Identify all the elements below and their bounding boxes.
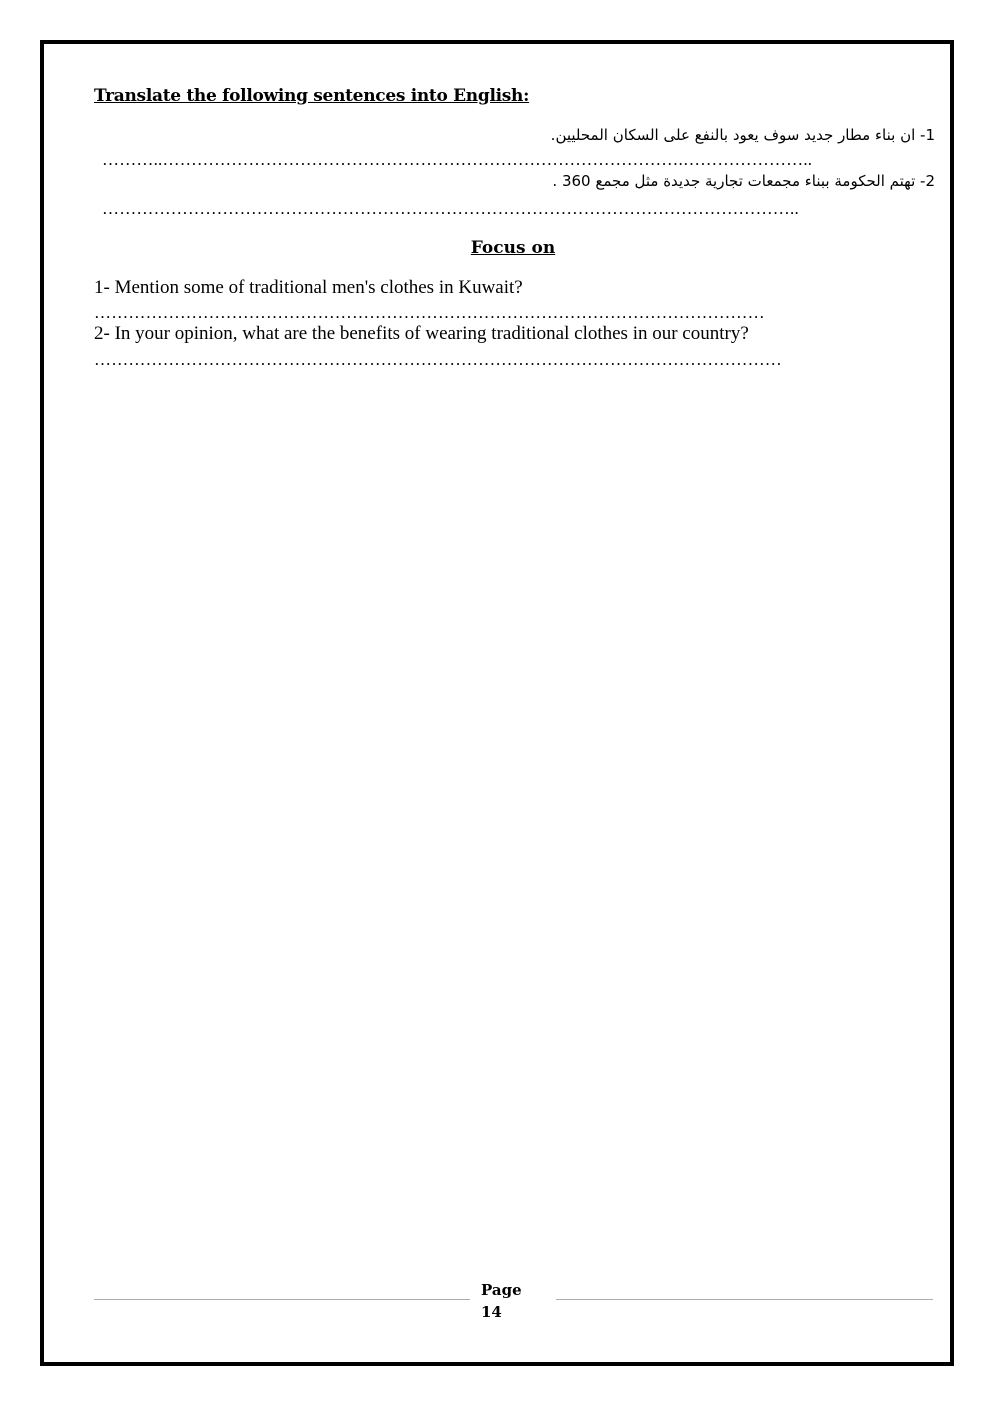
answer-line-2[interactable]: ………………………………………………………………………………………………………….. (102, 199, 799, 218)
focus-question-2: 2- In your opinion, what are the benefits of wearing traditional clothes in our country? (94, 323, 749, 344)
footer-rule-left (94, 1299, 470, 1300)
footer-page-label: Page (481, 1281, 522, 1299)
arabic-sentence-2: 2- تهتم الحكومة ببناء مجمعات تجارية جديدة مثل مجمع 360 . (552, 172, 935, 190)
footer-rule-right (556, 1299, 933, 1300)
arabic-sentence-1: 1- ان بناء مطار جديد سوف يعود بالنفع على السكان المحليين. (550, 126, 935, 144)
translate-heading: Translate the following sentences into English: (94, 86, 530, 106)
focus-heading: Focus on (470, 238, 556, 258)
focus-question-1: 1- Mention some of traditional men's clothes in Kuwait? (94, 277, 523, 298)
footer-page-number (481, 1279, 522, 1323)
footer-page-value: 14 (481, 1303, 502, 1321)
focus-answer-line-2[interactable]: ………………………………………………………………………………………………………… (94, 350, 782, 369)
focus-answer-line-1[interactable]: ……………………………………………………………………………………………………… (94, 303, 765, 322)
answer-line-1[interactable]: ………..……………………………………………………………………………….………………….. (102, 150, 813, 169)
